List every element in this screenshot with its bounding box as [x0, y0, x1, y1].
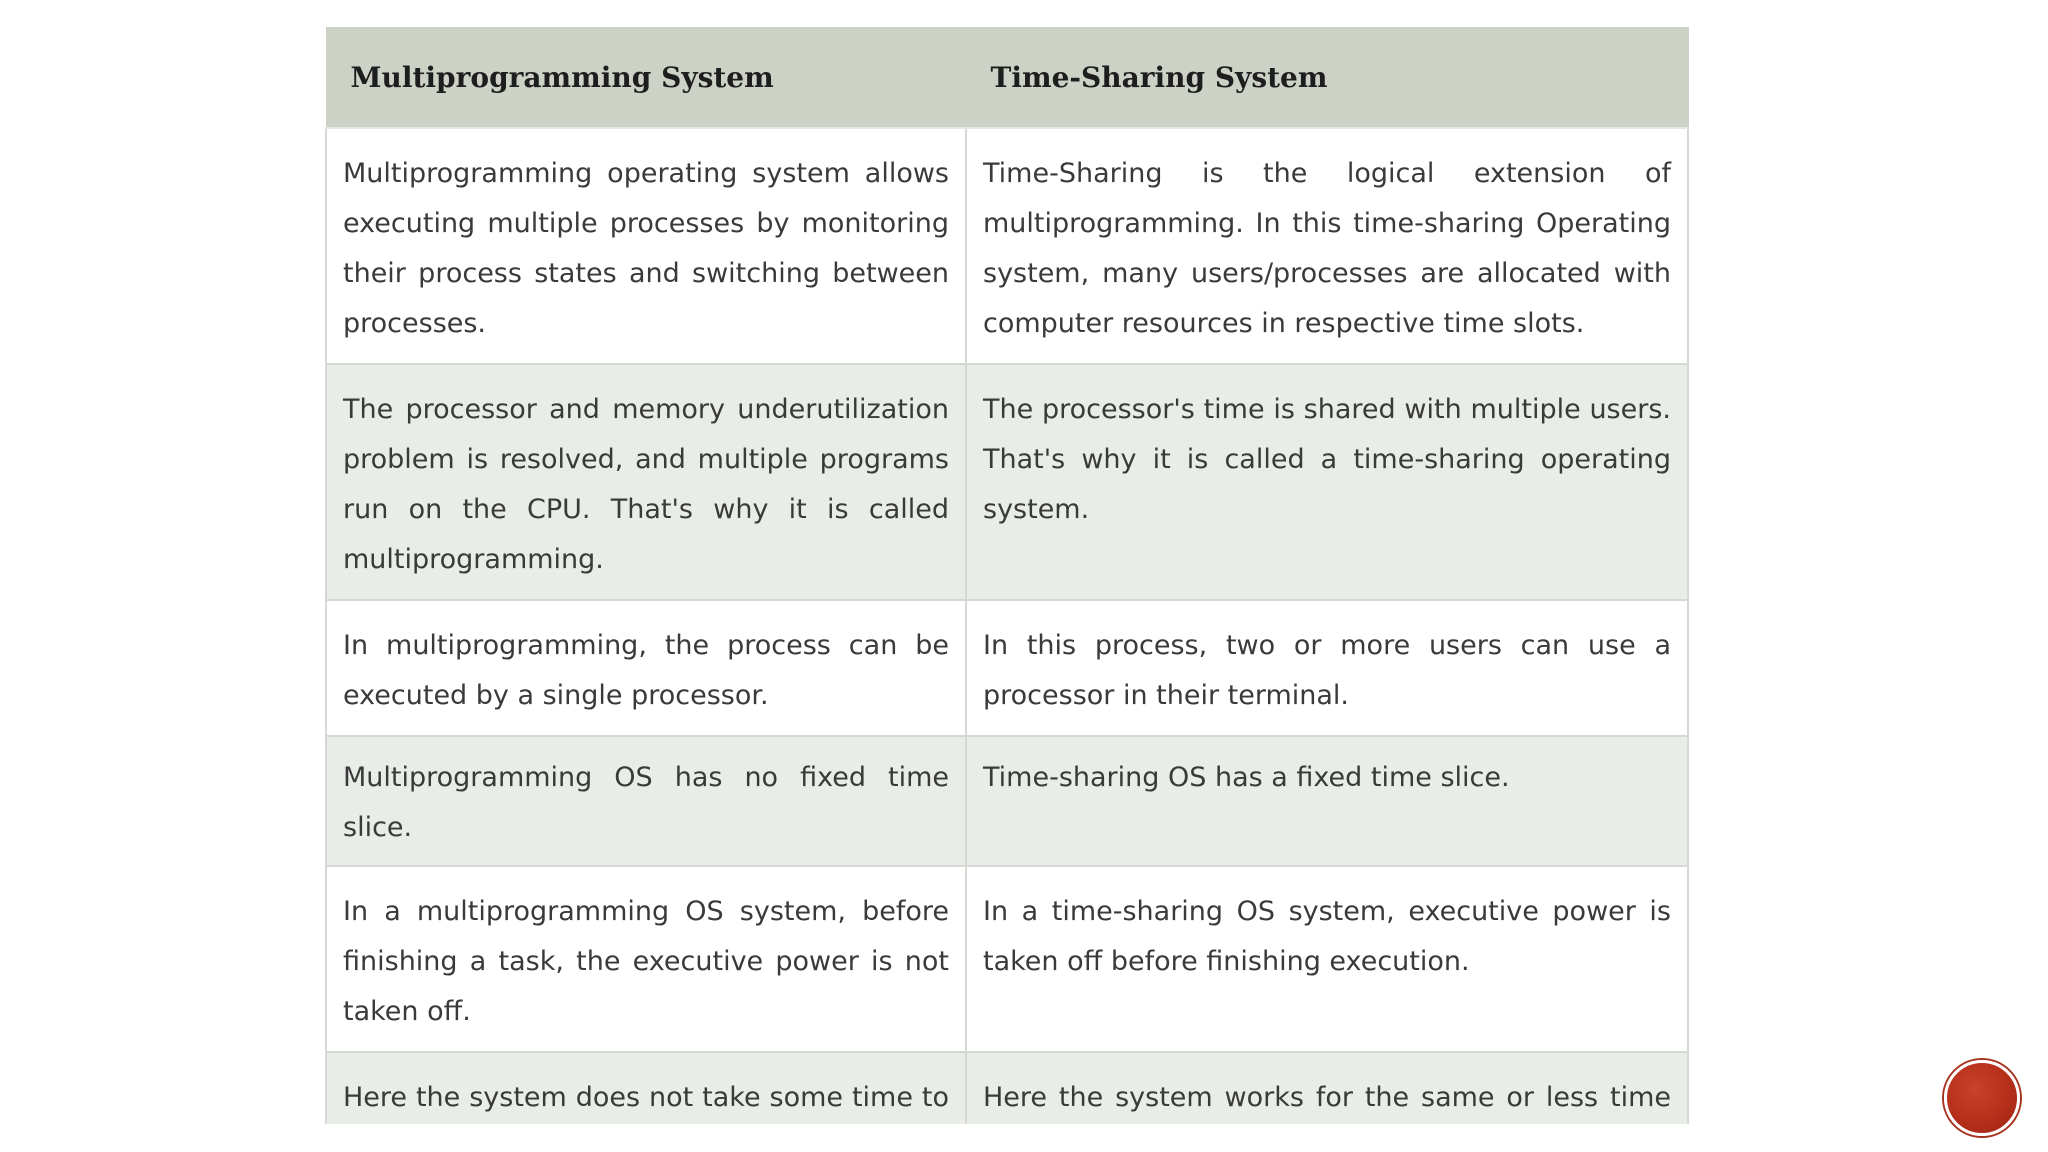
table-row [326, 866, 1688, 1052]
cell-time-sharing: In this process, two or more users can use a processor in their terminal. [966, 600, 1688, 736]
cell-time-sharing: The processor's time is shared with multiple users. That's why it is called a time-sharing operating system. [966, 364, 1688, 600]
cell-time-sharing: Time-Sharing is the logical extension of multiprogramming. In this time-sharing Operating system, many users/processes are allocated with computer resources in respective time slots. [966, 128, 1688, 364]
cell-multiprogramming: Here the system does not take some time to [326, 1052, 966, 1152]
next-slide-button[interactable] [1944, 1060, 2020, 1136]
cell-multiprogramming: The processor and memory underutilization problem is resolved, and multiple programs run on the CPU. That's why it is called multiprogramming. [326, 364, 966, 600]
header-time-sharing: Time-Sharing System [966, 28, 1688, 128]
table-row [326, 364, 1688, 600]
table-row [326, 128, 1688, 364]
table-row [326, 736, 1688, 866]
slide-bottom-margin [0, 1124, 2048, 1152]
comparison-table [325, 27, 1689, 1152]
cell-multiprogramming: In multiprogramming, the process can be executed by a single processor. [326, 600, 966, 736]
cell-time-sharing: In a time-sharing OS system, executive power is taken off before finishing execution. [966, 866, 1688, 1052]
table-header-row [326, 28, 1688, 128]
cell-multiprogramming: In a multiprogramming OS system, before finishing a task, the executive power is not taken off. [326, 866, 966, 1052]
cell-multiprogramming: Multiprogramming OS has no fixed time slice. [326, 736, 966, 866]
header-multiprogramming: Multiprogramming System [326, 28, 966, 128]
cell-time-sharing: Time-sharing OS has a fixed time slice. [966, 736, 1688, 866]
table-row [326, 600, 1688, 736]
cell-multiprogramming: Multiprogramming operating system allows executing multiple processes by monitoring their process states and switching between processes. [326, 128, 966, 364]
cell-time-sharing: Here the system works for the same or less time [966, 1052, 1688, 1152]
